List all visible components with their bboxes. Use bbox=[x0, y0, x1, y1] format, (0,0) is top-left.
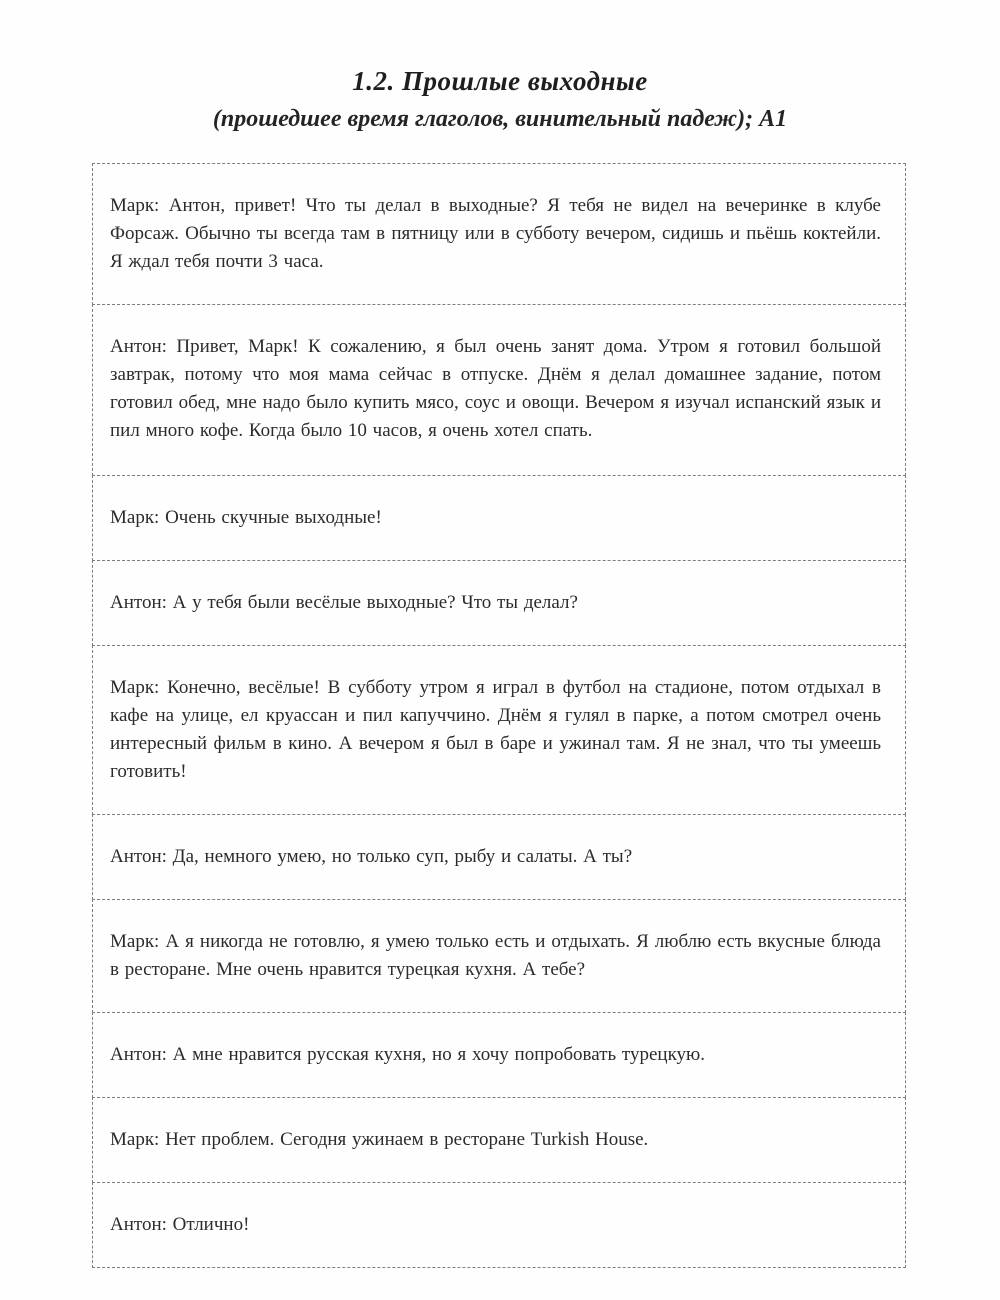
page-title: 1.2. Прошлые выходные bbox=[352, 66, 648, 96]
dialogue-box-mark-3 bbox=[92, 645, 906, 815]
dialogue-box-mark-5 bbox=[92, 1097, 906, 1183]
dialogue-line: Антон: Отлично! bbox=[110, 1214, 250, 1235]
dialogue-line: Антон: Привет, Марк! К сожалению, я был очень занят дома. Утром я готовил большой завтрак, потому что моя мама сейчас в отпуске. Днём я делал домашнее задание, потом готовил обед, мне надо было купить мясо, соус и овощи. Вечером я изучал испанский язык и пил много кофе. Когда было 10 часов, я очень хотел спать. bbox=[110, 336, 881, 441]
dialogue-line: Антон: А у тебя были весёлые выходные? Что ты делал? bbox=[110, 592, 578, 613]
dialogue-line: Марк: А я никогда не готовлю, я умею только есть и отдыхать. Я люблю есть вкусные блюда в ресторане. Мне очень нравится турецкая кухня. А тебе? bbox=[110, 931, 881, 980]
dialogue-box-anton-3 bbox=[92, 814, 906, 900]
dialogue-box-mark-4 bbox=[92, 899, 906, 1013]
dialogue-box-anton-5 bbox=[92, 1182, 906, 1268]
page-header bbox=[0, 0, 1000, 136]
dialogue-box-anton-2 bbox=[92, 560, 906, 646]
dialogue-box-mark-1 bbox=[92, 163, 906, 305]
page-subtitle: (прошедшее время глаголов, винительный падеж); А1 bbox=[212, 106, 788, 132]
dialogue-section bbox=[92, 163, 906, 1268]
dialogue-line: Марк: Конечно, весёлые! В субботу утром я играл в футбол на стадионе, потом отдыхал в кафе на улице, ел круассан и пил капуччино. Днём я гулял в парке, а потом смотрел очень интересный фильм в кино. А вечером я был в баре и ужинал там. Я не знал, что ты умеешь готовить! bbox=[110, 677, 881, 782]
dialogue-box-anton-1 bbox=[92, 304, 906, 476]
dialogue-line: Марк: Антон, привет! Что ты делал в выходные? Я тебя не видел на вечеринке в клубе Форсаж. Обычно ты всегда там в пятницу или в субботу вечером, сидишь и пьёшь коктейли. Я ждал тебя почти 3 часа. bbox=[110, 195, 881, 272]
dialogue-line: Антон: Да, немного умею, но только суп, рыбу и салаты. А ты? bbox=[110, 846, 633, 867]
dialogue-line: Антон: А мне нравится русская кухня, но я хочу попробовать турецкую. bbox=[110, 1044, 705, 1065]
dialogue-line: Марк: Нет проблем. Сегодня ужинаем в ресторане Turkish House. bbox=[110, 1129, 649, 1150]
dialogue-line: Марк: Очень скучные выходные! bbox=[110, 507, 382, 528]
dialogue-box-anton-4 bbox=[92, 1012, 906, 1098]
dialogue-box-mark-2 bbox=[92, 475, 906, 561]
